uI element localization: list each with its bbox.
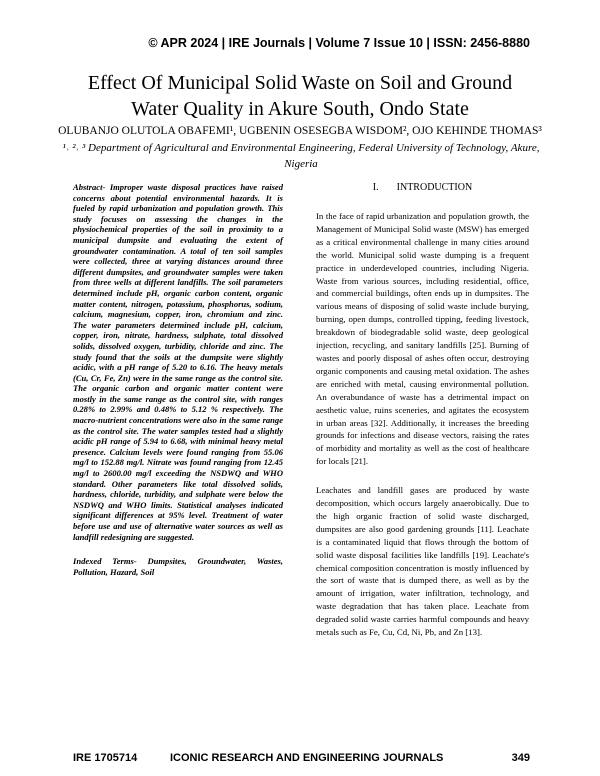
title-line-1: Effect Of Municipal Solid Waste on Soil and Ground <box>87 72 513 94</box>
author-list: OLUBANJO OLUTOLA OBAFEMI¹, UGBENIN OSESEGBA WISDOM², OJO KEHINDE THOMAS³ <box>58 125 542 137</box>
section-number: I. <box>372 182 379 193</box>
section-title: INTRODUCTION <box>396 182 473 193</box>
index-terms: Indexed Terms- Dumpsites, Groundwater, Wastes, Pollution, Hazard, Soil <box>73 556 283 577</box>
journal-name: ICONIC RESEARCH AND ENGINEERING JOURNALS <box>170 752 444 764</box>
section-heading <box>316 182 529 193</box>
intro-paragraph: In the face of rapid urbanization and population growth, the Management of Municipal Solid waste (MSW) has emerged as a critical environmental challenge in many cities around the world. Municipal solid waste dumping is a frequent practice in underdeveloped countries, including Nigeria. Waste from various sources, including residential, office, and commercial buildings, often ends up in dumpsites. The various means of disposing of solid waste include burying, burning, open dumps, controlled tipping, feeding livestock, breakdown of biodegradable solid waste, deep geological injection, recycling, and sanitary landfills [25]. Burning of wastes and poorly disposal of ashes often occur, destroying organic components and causing metal oxidation. The ashes are enriched with metal, causing environmental pollution. An overabundance of waste has a detrimental impact on aesthetic value, ruins sceneries, and agitates the ecosystem in urban areas [32]. Additionally, it increases the breeding grounds for infections and disease vectors, raising the rates of morbidity and mortality as well as the cost of healthcare for locals [21]. <box>316 211 529 467</box>
intro-paragraph: Leachates and landfill gases are produced by waste decomposition, which occurs largely anaerobically. Due to the high organic fraction of solid waste discharged, dumpsites are also good gardening grounds [11]. Leachate is a contaminated liquid that flows through the bottom of solid waste disposal facilities like landfills [19]. Leachate's chemical composition concentration is mostly influenced by the sort of waste that is dumped there, as well as by the amount of irrigation, water infiltration, technology, and waste degradation that has taken place. Leachate from degraded solid waste carries harmful compounds and heavy metals such as Fe, Cu, Cd, Ni, Pb, and Zn [13]. <box>316 485 529 638</box>
title-line-2: Water Quality in Akure South, Ondo State <box>131 98 469 120</box>
paper-id: IRE 1705714 <box>73 752 138 764</box>
right-column <box>316 182 529 639</box>
journal-header: © APR 2024 | IRE Journals | Volume 7 Issue 10 | ISSN: 2456-8880 <box>148 36 530 50</box>
abstract-text: Abstract- Improper waste disposal practices have raised concerns about potential environmental hazards. It is fueled by rapid urbanization and population growth. This study focuses on assessing the changes in the physiochemical properties of the soil in proximity to a municipal dumpsite and evaluating the extent of groundwater contamination. A total of ten soil samples were collected, three at varying distances around three different dumpsites, and groundwater samples were taken from three wells at different landfills. The soil parameters determined include pH, organic carbon content, organic matter content, nitrogen, potassium, phosphorus, sodium, calcium, magnesium, copper, iron, chromium and zinc. The water parameters determined include pH, calcium, copper, iron, nitrate, hardness, sulphate, total dissolved solids, dissolved oxygen, turbidity, chloride and zinc. The study found that the soils at the dumpsite were slightly acidic, with a pH range of 5.20 to 6.16. The heavy metals (Cu, Cr, Fe, Zn) were in the same range as the control site. The organic carbon and organic matter content were mostly in the same range as the control site, with ranges 0.28% to 2.99% and 0.48% to 5.12 % respectively. The macro-nutrient concentrations were also in the same range as the control site. The water samples tested had a slightly acidic pH range of 5.94 to 6.68, with minimal heavy metal presence. Calcium levels were found ranging from 55.06 mg/l to 152.88 mg/l. Nitrate was found ranging from 12.45 mg/l to 2600.00 mg/l exceeding the NSDWQ and WHO standard. Other parameters like total dissolved solids, hardness, chloride, turbidity, and sulphate were below the NSDWQ and WHO limits. Statistical analyses indicated significant differences at 95% level. Treatment of water before use and use of alternative water sources as well as landfill redesigning are suggested. <box>73 182 283 542</box>
affiliation: ¹˒ ²˒ ³ Department of Agricultural and Environmental Engineering, Federal University of Technology, Akure, Nigeria <box>62 142 540 170</box>
left-column <box>73 182 283 577</box>
page-number: 349 <box>511 752 530 764</box>
paper-title <box>40 70 560 122</box>
page-footer <box>73 752 530 768</box>
